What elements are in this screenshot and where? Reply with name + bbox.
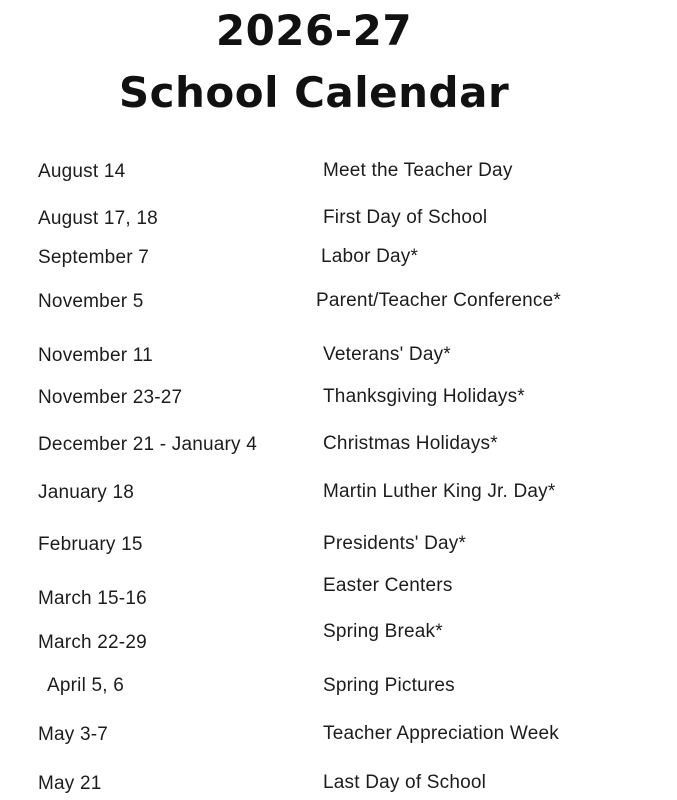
entry-event: Spring Break* [323,621,443,642]
entry-date: March 15-16 [38,588,147,609]
entry-event: Thanksgiving Holidays* [323,386,525,407]
entry-event: Veterans' Day* [323,344,451,365]
entry-date: November 5 [38,291,144,312]
entry-date: May 3-7 [38,724,109,745]
entry-event: Parent/Teacher Conference* [316,290,561,311]
entry-date: December 21 - January 4 [38,434,257,455]
entry-date: January 18 [38,482,135,503]
entry-event: Easter Centers [323,575,453,596]
entry-event: First Day of School [323,207,488,228]
entry-date: November 11 [38,345,153,366]
entry-date: August 17, 18 [38,208,158,229]
entry-date: March 22-29 [38,632,147,653]
entry-event: Teacher Appreciation Week [323,723,559,744]
calendar-year-title: 2026-27 [215,6,413,55]
entry-event: Martin Luther King Jr. Day* [323,481,556,502]
entry-event: Presidents' Day* [323,533,467,554]
entry-date: April 5, 6 [47,675,124,696]
entry-date: February 15 [38,534,143,555]
entry-date: November 23-27 [38,387,183,408]
entry-event: Meet the Teacher Day [323,160,513,181]
entry-event: Last Day of School [323,772,487,793]
entry-event: Spring Pictures [323,675,455,696]
calendar-title: School Calendar [118,68,510,117]
entry-date: August 14 [38,161,126,182]
entry-date: May 21 [38,773,102,794]
entry-event: Labor Day* [321,246,419,267]
entry-date: September 7 [38,247,149,268]
entry-event: Christmas Holidays* [323,433,498,454]
